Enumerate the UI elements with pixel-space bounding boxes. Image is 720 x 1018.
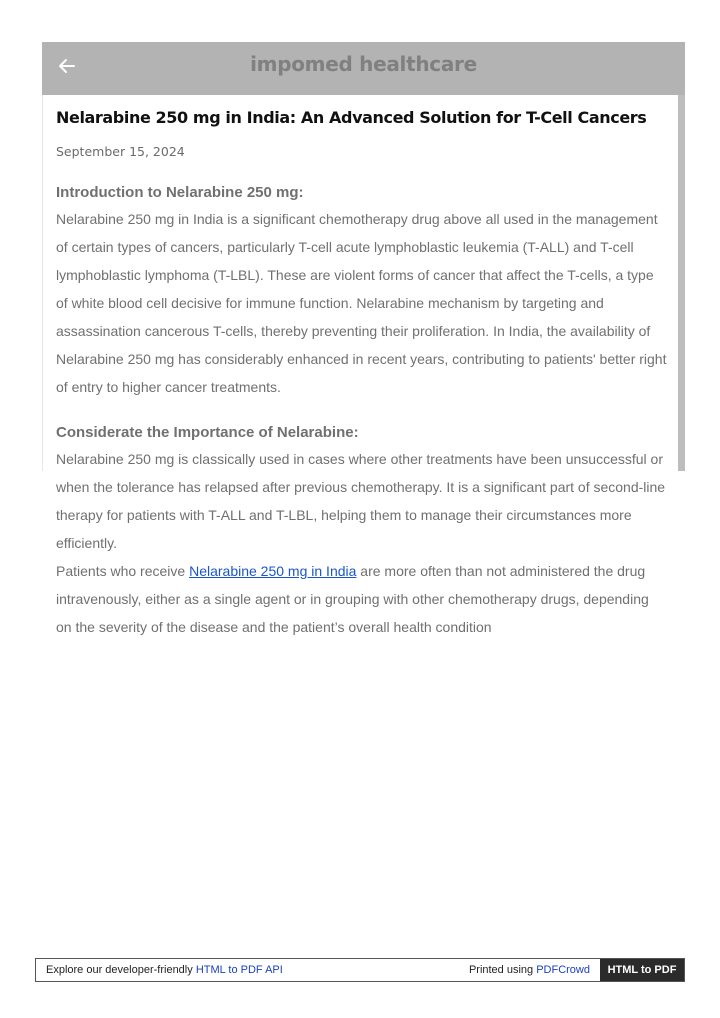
article-title: Nelarabine 250 mg in India: An Advanced Solution for T-Cell Cancers bbox=[56, 108, 647, 127]
paragraph-introduction: Nelarabine 250 mg in India is a significant chemotherapy drug above all used in the management of certain types of cancers, particularly T-cell acute lymphoblastic leukemia (T-ALL) and T-cell lymphoblastic lymphoma (T-LBL). These are violent forms of cancer that affect the T-cells, a type of white blood cell decisive for immune function. Nelarabine mechanism by targeting and assassination cancerous T-cells, thereby preventing their proliferation. In India, the availability of Nelarabine 250 mg has considerably enhanced in recent years, contributing to patients' better right of entry to higher cancer treatments. bbox=[56, 211, 667, 395]
scrollbar[interactable] bbox=[678, 95, 685, 471]
paragraph-text: Patients who receive bbox=[56, 563, 190, 579]
html-to-pdf-button[interactable]: HTML to PDF bbox=[600, 959, 684, 981]
article-date: September 15, 2024 bbox=[56, 144, 185, 159]
footer-explore bbox=[46, 959, 283, 981]
footer-printed bbox=[469, 959, 590, 981]
paragraph-text: are more often than not administered the drug intravenously, either as a single agent or in grouping with other chemotherapy drugs, depending on the severity of the disease and the patient’s overall health condition bbox=[56, 563, 649, 635]
footer-printed-text: Printed using bbox=[468, 964, 537, 976]
section-heading-introduction: Introduction to Nelarabine 250 mg: bbox=[56, 184, 304, 201]
article bbox=[56, 105, 668, 641]
pdf-footer bbox=[35, 958, 685, 982]
paragraph-importance: Nelarabine 250 mg is classically used in cases where other treatments have been unsuccessful or when the tolerance has relapsed after previous chemotherapy. It is a significant part of second-line therapy for patients with T-ALL and T-LBL, helping them to manage their circumstances more efficiently. bbox=[56, 451, 666, 551]
nelarabine-link[interactable]: Nelarabine 250 mg in India bbox=[189, 563, 357, 579]
pdfcrowd-link[interactable]: PDFCrowd bbox=[536, 964, 590, 976]
paragraph-administration bbox=[56, 557, 668, 641]
app-header bbox=[42, 42, 685, 95]
footer-explore-text: Explore our developer-friendly bbox=[46, 964, 196, 976]
site-brand[interactable]: impomed healthcare bbox=[250, 52, 477, 76]
html-to-pdf-api-link[interactable]: HTML to PDF API bbox=[195, 964, 283, 976]
section-heading-importance: Considerate the Importance of Nelarabine: bbox=[56, 424, 359, 441]
